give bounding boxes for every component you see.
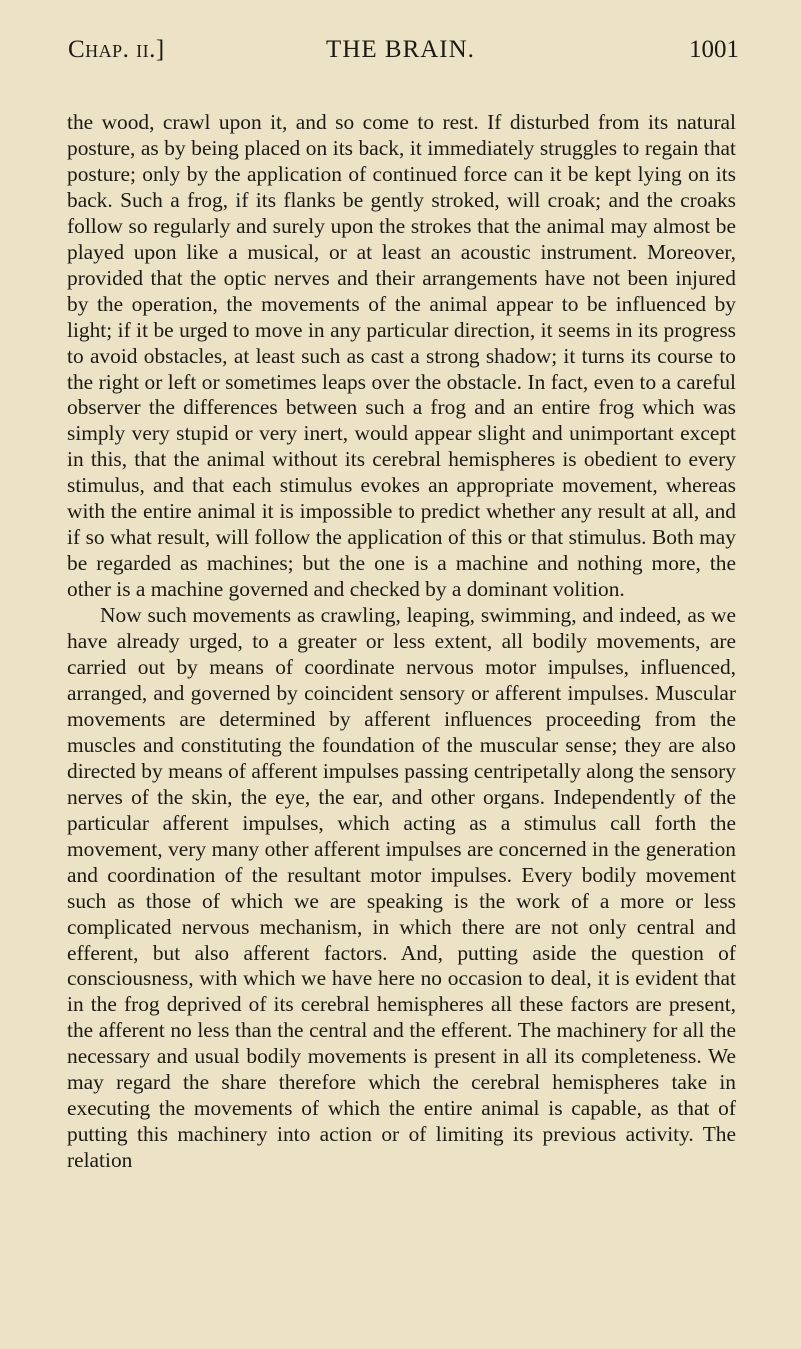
paragraph: Now such movements as crawling, leaping, swimming, and indeed, as we have already urged, to a greater or less extent, all bodily movements, are carried out by means of coordinate nervous motor impulses, influenced, arranged, and governed by coincident sensory or afferent impulses. Muscular movements are determined by afferent influences proceeding from the muscles and constituting the foundation of the muscular sense; they are also directed by means of afferent impulses passing centripetally along the sensory nerves of the skin, the eye, the ear, and other organs. Independently of the particular afferent impulses, which acting as a stimulus call forth the movement, very many other afferent impulses are concerned in the generation and coordination of the resultant motor impulses. Every bodily movement such as those of which we are speaking is the work of a more or less complicated nervous mechanism, in which there are not only central and efferent, but also afferent factors. And, putting aside the question of consciousness, with which we have here no occasion to deal, it is evident that in the frog deprived of its cerebral hemispheres all these factors are present, the afferent no less than the central and the efferent. The machinery for all the necessary and usual bodily movements is present in all its completeness. We may regard the share therefore which the cerebral hemispheres take in executing the movements of which the entire animal is capable, as that of putting this machinery into action or of limiting its previous activity. The relation xyxy=(67,603,736,1173)
body-text xyxy=(67,110,736,1174)
running-head xyxy=(64,22,737,62)
page-title: THE BRAIN. xyxy=(326,36,475,63)
paragraph-continued: the wood, crawl upon it, and so come to rest. If disturbed from its natural posture, as by being placed on its back, it immediately struggles to regain that posture; only by the application of continued force can it be kept lying on its back. Such a frog, if its flanks be gently stroked, will croak; and the croaks follow so regularly and surely upon the strokes that the animal may almost be played upon like a musical, or at least an acoustic instrument. Moreover, provided that the optic nerves and their arrangements have not been injured by the operation, the movements of the animal appear to be influenced by light; if it be urged to move in any particular direction, it seems in its progress to avoid obstacles, at least such as cast a strong shadow; it turns its course to the right or left or sometimes leaps over the obstacle. In fact, even to a careful observer the differences between such a frog and an entire frog which was simply very stupid or very inert, would appear slight and unimportant except in this, that the animal without its cerebral hemispheres is obedient to every stimulus, and that each stimulus evokes an appropriate movement, whereas with the entire animal it is impossible to predict whether any result at all, and if so what result, will follow the application of this or that stimulus. Both may be regarded as machines; but the one is a machine and nothing more, the other is a machine governed and checked by a dominant volition. xyxy=(67,110,736,602)
page-number: 1001 xyxy=(689,36,739,63)
chapter-label: Chap. ii.] xyxy=(68,36,165,63)
